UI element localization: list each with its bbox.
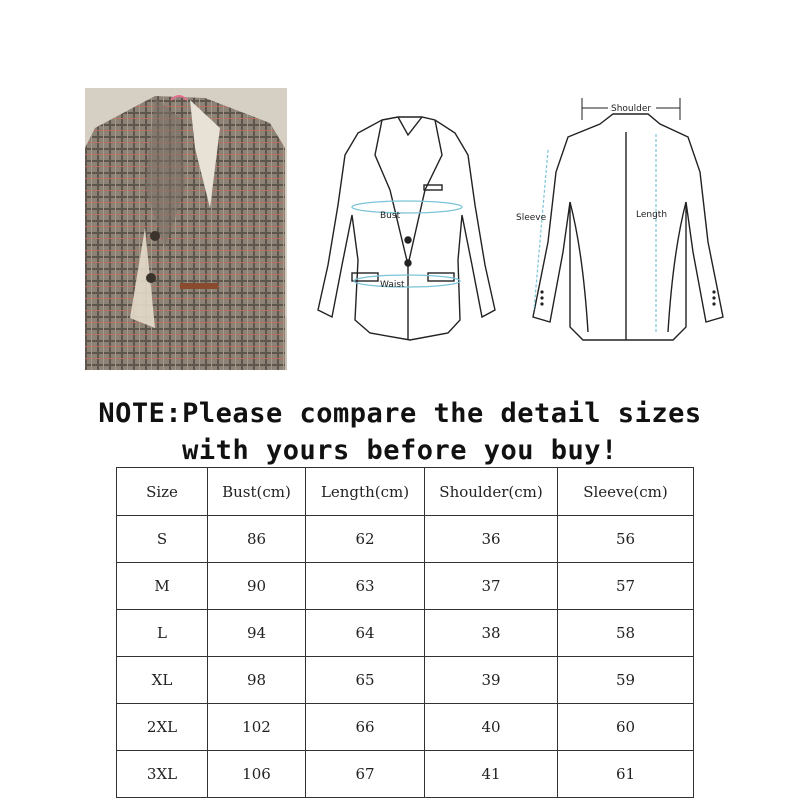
size-cell: 2XL (117, 704, 208, 751)
table-row (117, 657, 694, 704)
back-measurement-diagram (508, 92, 738, 354)
length-cell: 66 (306, 704, 425, 751)
shoulder-cell: 40 (425, 704, 558, 751)
column-header-sleeve: Sleeve(cm) (558, 468, 694, 516)
table-row (117, 751, 694, 798)
length-label: Length (636, 210, 668, 220)
column-header-size: Size (117, 468, 208, 516)
size-cell: S (117, 516, 208, 563)
shoulder-cell: 38 (425, 610, 558, 657)
sleeve-label: Sleeve (516, 213, 547, 223)
length-cell: 64 (306, 610, 425, 657)
column-header-length: Length(cm) (306, 468, 425, 516)
sleeve-cell: 60 (558, 704, 694, 751)
bust-cell: 86 (208, 516, 306, 563)
size-cell: XL (117, 657, 208, 704)
sleeve-cell: 58 (558, 610, 694, 657)
shoulder-label: Shoulder (611, 104, 652, 114)
blazer-photo-image (85, 88, 287, 370)
bust-cell: 102 (208, 704, 306, 751)
size-cell: M (117, 563, 208, 610)
table-header-row (117, 468, 694, 516)
table-row (117, 704, 694, 751)
bust-label: Bust (380, 211, 401, 221)
shoulder-cell: 36 (425, 516, 558, 563)
size-cell: L (117, 610, 208, 657)
waist-label: Waist (380, 280, 405, 290)
column-header-shoulder: Shoulder(cm) (425, 468, 558, 516)
length-cell: 63 (306, 563, 425, 610)
product-photo (85, 88, 287, 370)
size-cell: 3XL (117, 751, 208, 798)
column-header-bust: Bust(cm) (208, 468, 306, 516)
shoulder-cell: 41 (425, 751, 558, 798)
bust-cell: 90 (208, 563, 306, 610)
front-measurement-diagram (300, 95, 510, 350)
sleeve-cell: 56 (558, 516, 694, 563)
length-cell: 62 (306, 516, 425, 563)
length-cell: 65 (306, 657, 425, 704)
table-row (117, 563, 694, 610)
table-row (117, 610, 694, 657)
sleeve-cell: 61 (558, 751, 694, 798)
note-line-1: NOTE:Please compare the detail sizes (98, 398, 702, 429)
length-cell: 67 (306, 751, 425, 798)
sleeve-cell: 59 (558, 657, 694, 704)
note-line-2: with yours before you buy! (182, 435, 618, 466)
table-row (117, 516, 694, 563)
bust-cell: 94 (208, 610, 306, 657)
shoulder-cell: 37 (425, 563, 558, 610)
sleeve-cell: 57 (558, 563, 694, 610)
bust-cell: 106 (208, 751, 306, 798)
size-chart-table (116, 467, 694, 798)
bust-cell: 98 (208, 657, 306, 704)
shoulder-cell: 39 (425, 657, 558, 704)
